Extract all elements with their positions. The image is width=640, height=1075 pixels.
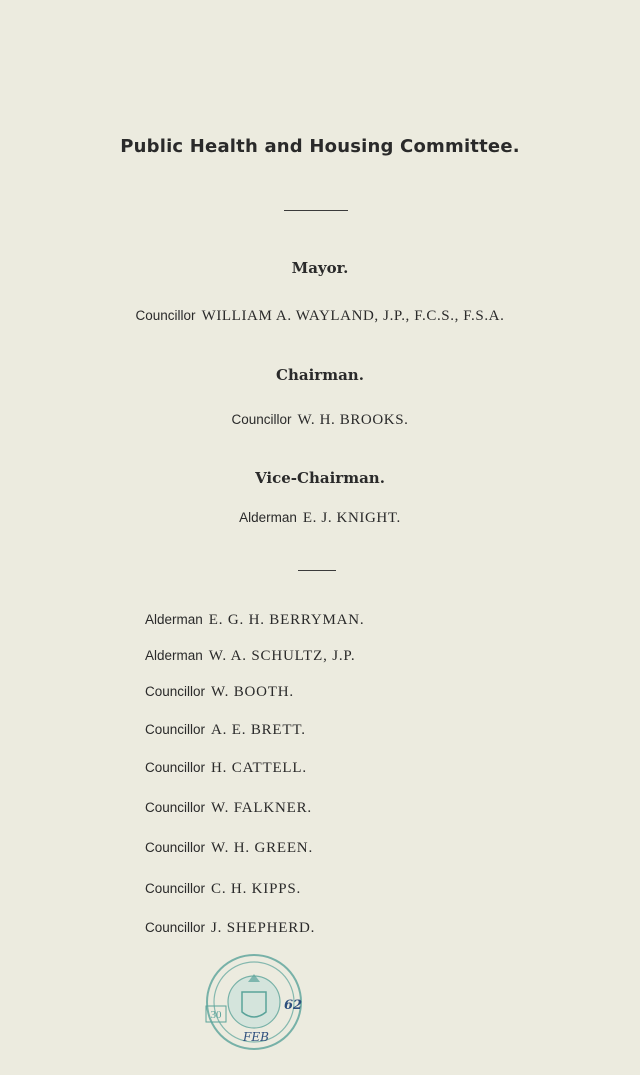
member-name: W. BOOTH. [211, 684, 294, 700]
page-title: Public Health and Housing Committee. [120, 136, 520, 157]
member-role: Councillor [145, 722, 206, 737]
member-row [145, 684, 294, 701]
chairman-name: W. H. BROOKS. [297, 412, 409, 428]
handwritten-number: 62 [284, 998, 303, 1013]
member-role: Councillor [145, 840, 206, 855]
chairman-heading: Chairman. [276, 366, 364, 384]
member-name: E. G. H. BERRYMAN. [208, 612, 365, 628]
member-row [145, 800, 312, 817]
member-role: Councillor [145, 881, 206, 896]
mayor-heading: Mayor. [291, 259, 349, 277]
member-name: W. FALKNER. [211, 800, 312, 816]
member-name: J. SHEPHERD. [211, 920, 316, 936]
member-role: Councillor [145, 684, 206, 699]
mayor-line [0, 308, 640, 325]
member-name: C. H. KIPPS. [211, 881, 302, 897]
member-row [145, 722, 306, 739]
chairman-line [0, 412, 640, 429]
member-role: Councillor [145, 920, 206, 935]
member-role: Councillor [145, 760, 206, 775]
mayor-role: Councillor [135, 308, 196, 323]
member-name: A. E. BRETT. [211, 722, 306, 738]
member-row [145, 612, 364, 629]
stamp-number: 30 [210, 1009, 222, 1021]
divider-top [284, 210, 348, 211]
vice-chairman-heading: Vice-Chairman. [255, 469, 385, 487]
vice-chairman-role: Alderman [239, 510, 297, 525]
divider-middle [298, 570, 336, 571]
member-role: Alderman [145, 648, 203, 663]
vice-chairman-line [0, 510, 640, 527]
member-row [145, 760, 307, 777]
member-name: W. H. GREEN. [211, 840, 313, 856]
member-row [145, 881, 301, 898]
member-name: H. CATTELL. [211, 760, 307, 776]
member-role: Alderman [145, 612, 203, 627]
member-row [145, 920, 315, 937]
member-role: Councillor [145, 800, 206, 815]
member-name: W. A. SCHULTZ, J.P. [208, 648, 356, 664]
member-row [145, 648, 355, 665]
chairman-role: Councillor [231, 412, 292, 427]
mayor-name: WILLIAM A. WAYLAND, J.P., F.C.S., F.S.A. [201, 308, 505, 324]
handwritten-date: FEB [243, 1030, 269, 1044]
vice-chairman-name: E. J. KNIGHT. [302, 510, 401, 526]
member-row [145, 840, 313, 857]
